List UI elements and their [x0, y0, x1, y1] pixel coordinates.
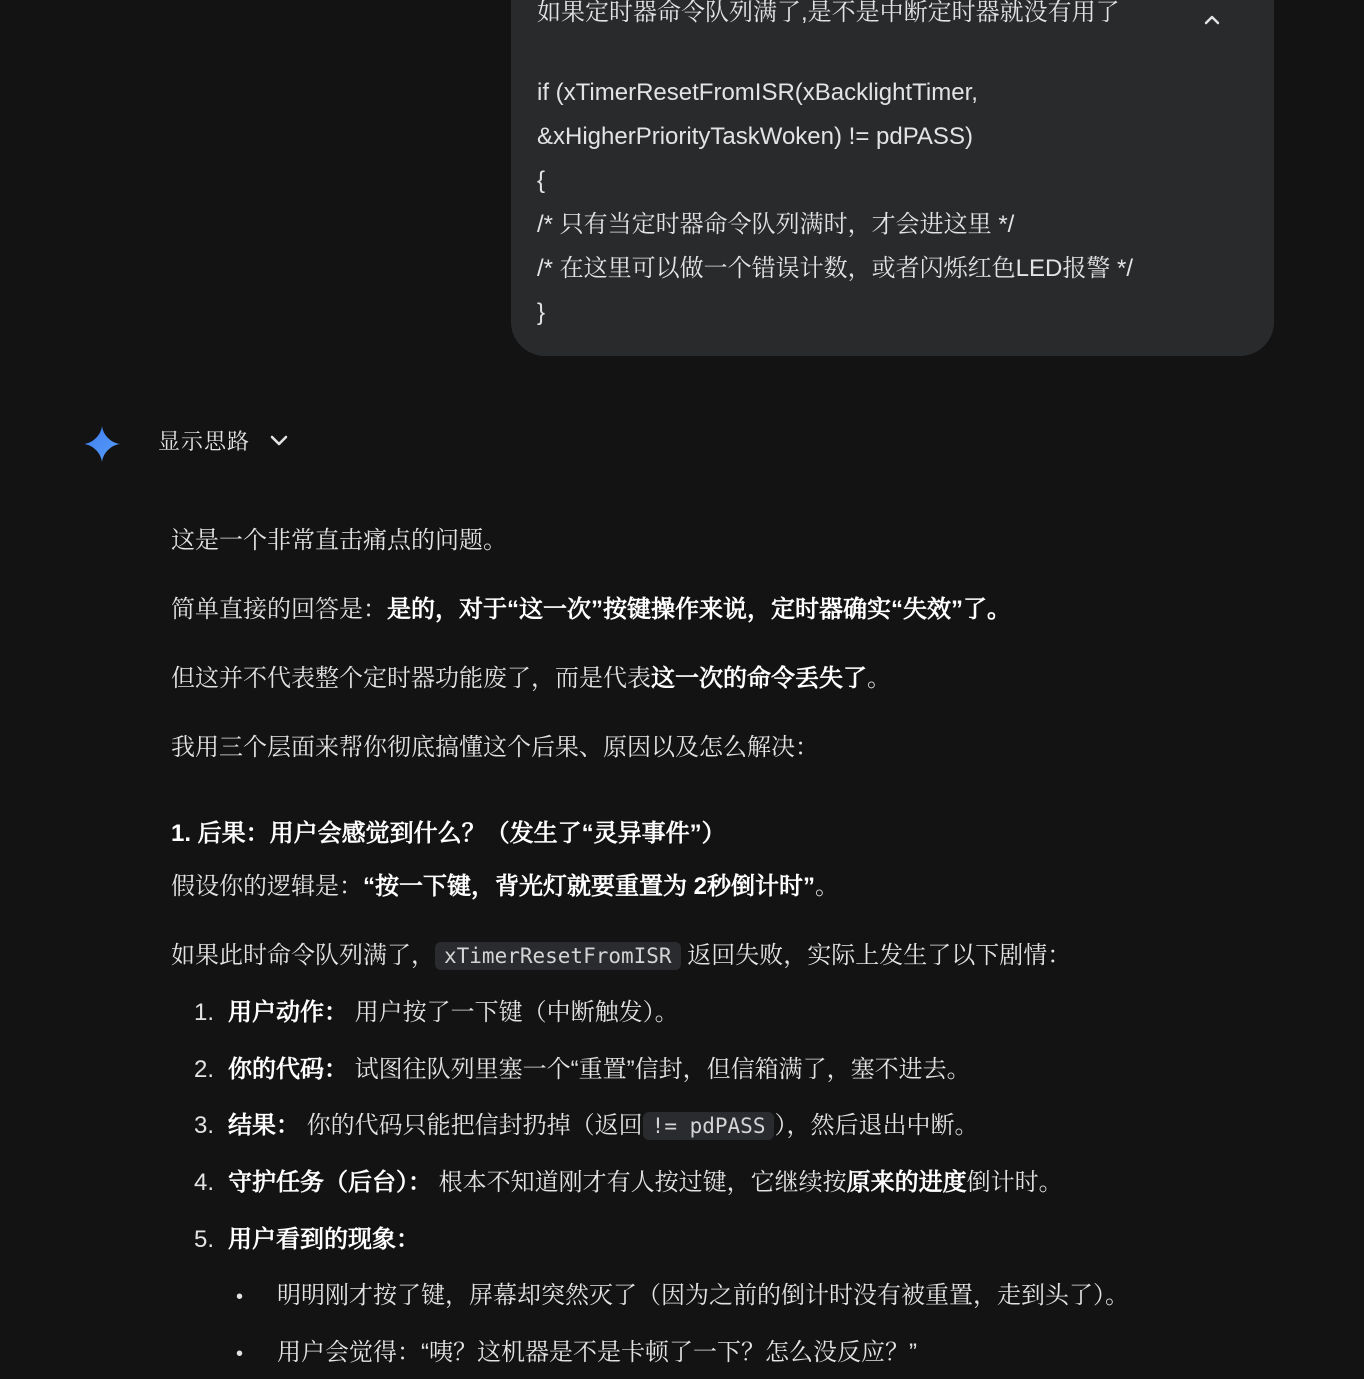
collapse-button[interactable]	[1200, 8, 1224, 32]
response-paragraph: 我用三个层面来帮你彻底搞懂这个后果、原因以及怎么解决：	[171, 734, 819, 761]
inline-code: != pdPASS	[643, 1112, 775, 1140]
inline-code: xTimerResetFromISR	[435, 942, 681, 970]
response-paragraph: 但这并不代表整个定时器功能废了，而是代表这一次的命令丢失了。	[171, 665, 891, 692]
user-message-line: /* 在这里可以做一个错误计数，或者闪烁红色LED报警 */	[537, 255, 1134, 282]
list-item: 5. 用户看到的现象：	[194, 1226, 420, 1253]
list-item: 4. 守护任务（后台）： 根本不知道刚才有人按过键，它继续按原来的进度倒计时。	[194, 1169, 1063, 1196]
list-item: 3. 结果： 你的代码只能把信封扔掉（返回 != pdPASS ），然后退出中断。	[194, 1112, 979, 1139]
chevron-up-icon	[1202, 10, 1222, 30]
list-item: 1. 用户动作： 用户按了一下键（中断触发）。	[194, 999, 679, 1026]
show-thoughts-label: 显示思路	[158, 429, 251, 454]
list-item: 2. 你的代码： 试图往队列里塞一个“重置”信封，但信箱满了，塞不进去。	[194, 1056, 971, 1083]
user-message-bubble	[511, 0, 1274, 356]
response-paragraph: 如果此时命令队列满了， xTimerResetFromISR 返回失败，实际上发生了以下剧情：	[171, 942, 1072, 969]
show-thoughts-toggle[interactable]	[158, 425, 290, 456]
section-heading: 1. 后果：用户会感觉到什么？（发生了“灵异事件”）	[171, 820, 726, 847]
user-message-line: 如果定时器命令队列满了,是不是中断定时器就没有用了	[537, 0, 1120, 26]
bullet-item: • 用户会觉得：“咦？这机器是不是卡顿了一下？怎么没反应？”	[236, 1339, 917, 1366]
bullet-item: • 明明刚才按了键，屏幕却突然灭了（因为之前的倒计时没有被重置，走到头了）。	[236, 1282, 1129, 1309]
user-message-line: /* 只有当定时器命令队列满时，才会进这里 */	[537, 211, 1015, 238]
user-message-line: if (xTimerResetFromISR(xBacklightTimer,	[537, 79, 978, 106]
user-message-line: }	[537, 299, 546, 326]
user-message-line: {	[537, 167, 546, 194]
chevron-down-icon	[268, 430, 290, 452]
gemini-sparkle-icon	[84, 426, 120, 462]
response-paragraph: 这是一个非常直击痛点的问题。	[171, 527, 507, 554]
response-paragraph: 假设你的逻辑是：“按一下键，背光灯就要重置为 2秒倒计时”。	[171, 873, 840, 900]
response-paragraph: 简单直接的回答是：是的，对于“这一次”按键操作来说，定时器确实“失效”了。	[171, 596, 1011, 623]
user-message-line: &xHigherPriorityTaskWoken) != pdPASS)	[537, 123, 973, 150]
